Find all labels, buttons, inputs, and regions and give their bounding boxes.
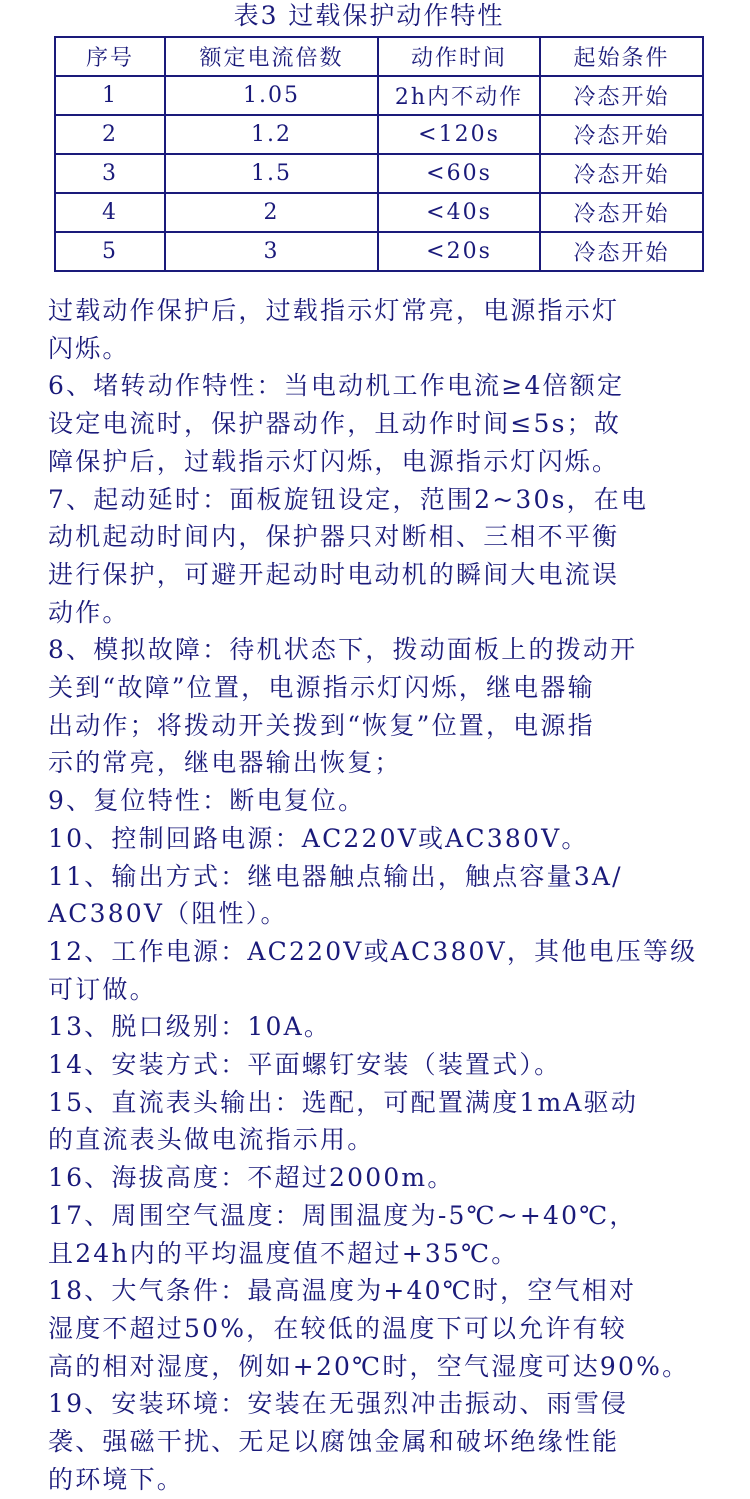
cell-multiple: 3 [165,232,378,271]
text-line: 7、起动延时：面板旋钮设定，范围2~30s，在电 [48,484,649,514]
text-line: 可订做。 [48,974,157,1004]
header-time: 动作时间 [378,37,540,76]
table-title: 表3 过载保护动作特性 [233,1,505,30]
cell-condition: 冷态开始 [540,154,703,193]
text-line: 障保护后，过载指示灯闪烁，电源指示灯闪烁。 [48,446,620,476]
text-line: 高的相对湿度，例如+20℃时，空气湿度可达90%。 [48,1351,690,1381]
header-condition: 起始条件 [540,37,703,76]
cell-multiple: 1.2 [165,115,378,154]
text-line: 动机起动时间内，保护器只对断相、三相不平衡 [48,522,620,552]
cell-seq: 4 [55,193,165,232]
text-line: 过载动作保护后，过载指示灯常亮，电源指示灯 [48,296,620,325]
text-line: 且24h内的平均温度值不超过+35℃。 [48,1238,519,1268]
table-row [55,115,703,154]
text-line: 17、周围空气温度：周围温度为-5℃~+40℃， [48,1200,637,1230]
text-line: 示的常亮，继电器输出恢复； [48,748,402,778]
text-line: 13、脱口级别：10A。 [48,1012,332,1042]
text-line: 湿度不超过50%，在较低的温度下可以允许有较 [48,1313,627,1343]
cell-multiple: 1.5 [165,154,378,193]
text-line: 进行保护，可避开起动时电动机的瞬间大电流误 [48,559,620,589]
text-line: AC380V（阻性）。 [48,899,288,929]
text-line: 10、控制回路电源：AC220V或AC380V。 [48,823,589,853]
text-line: 动作。 [48,597,130,627]
text-line: 11、输出方式：继电器触点输出，触点容量3A/ [48,861,623,891]
text-line: 8、模拟故障：待机状态下，拨动面板上的拨动开 [48,635,638,665]
table-row [55,154,703,193]
text-line: 19、安装环境：安装在无强烈冲击振动、雨雪侵 [48,1389,629,1419]
table-row [55,232,703,271]
table-header-row [55,37,703,76]
text-line: 的环境下。 [48,1464,185,1494]
cell-seq: 5 [55,232,165,271]
cell-multiple: 2 [165,193,378,232]
cell-condition: 冷态开始 [540,76,703,115]
header-seq: 序号 [55,37,165,76]
cell-time: <20s [378,232,540,271]
text-line: 袭、强磁干扰、无足以腐蚀金属和破坏绝缘性能 [48,1427,620,1457]
cell-condition: 冷态开始 [540,193,703,232]
text-line: 出动作；将拨动开关拨到“恢复”位置，电源指 [48,710,595,740]
table-row [55,76,703,115]
text-line: 16、海拔高度：不超过2000m。 [48,1163,455,1193]
table-row [55,193,703,232]
text-line: 闪烁。 [48,333,130,363]
cell-time: <120s [378,115,540,154]
cell-multiple: 1.05 [165,76,378,115]
text-line: 设定电流时，保护器动作，且动作时间≤5s；故 [48,409,622,439]
cell-time: 2h内不动作 [378,76,540,115]
text-line: 6、堵转动作特性：当电动机工作电流≥4倍额定 [48,371,625,401]
text-line: 9、复位特性：断电复位。 [48,786,366,816]
cell-condition: 冷态开始 [540,232,703,271]
header-multiple: 额定电流倍数 [165,37,378,76]
cell-seq: 2 [55,115,165,154]
overload-protection-table [54,36,704,272]
text-line: 15、直流表头输出：选配，可配置满度1mA驱动 [48,1087,639,1117]
text-line: 18、大气条件：最高温度为+40℃时，空气相对 [48,1276,637,1306]
text-line: 12、工作电源：AC220V或AC380V，其他电压等级 [48,936,698,966]
cell-condition: 冷态开始 [540,115,703,154]
text-line: 的直流表头做电流指示用。 [48,1125,375,1155]
cell-seq: 3 [55,154,165,193]
text-line: 关到“故障”位置，电源指示灯闪烁，继电器输 [48,673,595,703]
cell-seq: 1 [55,76,165,115]
spec-text-block [48,292,720,1499]
text-line: 14、安装方式：平面螺钉安装（装置式）。 [48,1050,562,1080]
cell-time: <60s [378,154,540,193]
cell-time: <40s [378,193,540,232]
